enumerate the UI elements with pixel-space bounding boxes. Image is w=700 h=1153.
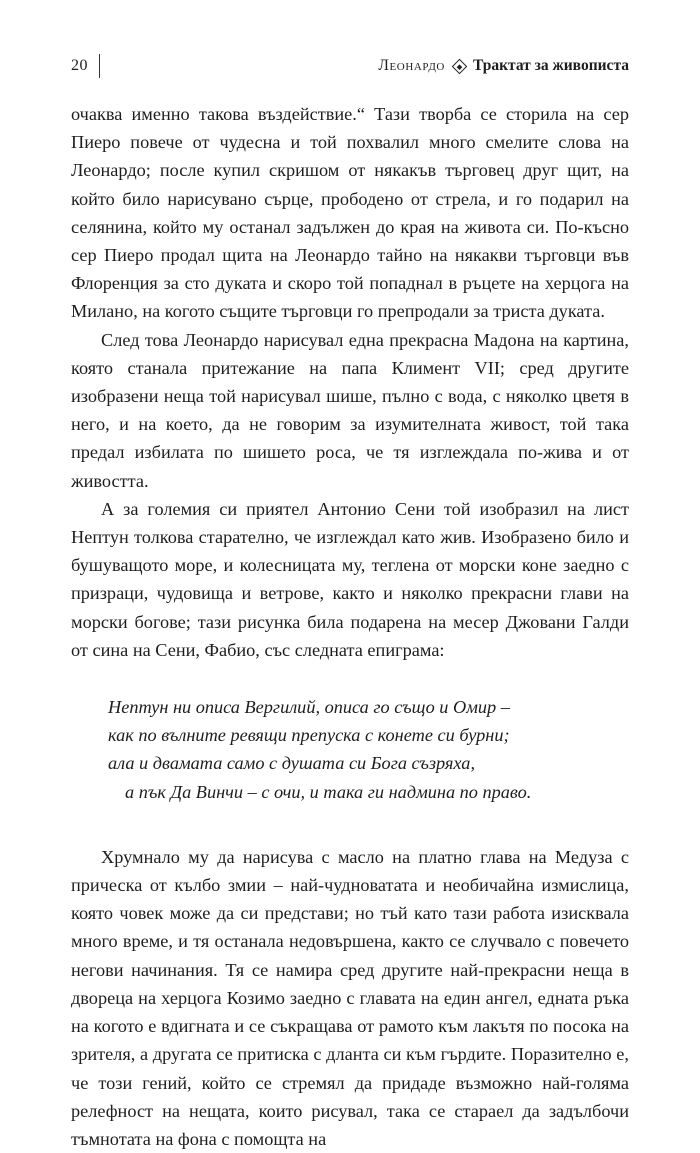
paragraph: А за големия си приятел Антонио Сени той изобразил на лист Нептун толкова старателно, че изглеждал като жив. Изобразено било и бушуващото море, и колесницата му, теглена от морски коне заедно с призраци, чудовища и ветрове, както и няколко прекрасни глави на морски богове; тази рисунка била подарена на месер Джовани Галди от сина на Сени, Фабио, със следната епиграма: xyxy=(71,498,629,660)
paragraph: След това Леонардо нарисувал една прекрасна Мадона на картина, която станала притежание на папа Климент VII; сред другите изобразени неща той нарисувал шише, пълно с вода, с няколко цветя в него, и на което, да не говорим за изумителната живост, той така предал избилата по шишето роса, че тя изглеждала по-жива и от живостта. xyxy=(71,329,629,491)
paragraph: Хрумнало му да нарисува с масло на платно глава на Медуза с прическа от кълбо змии – най-чудноватата и необичайна измислица, която човек може да си представи; но тъй като тази работа изисквала много време, и тя останала недовършена, както се случвало с повечето негови начинания. Тя се намира сред другите най-прекрасни неща в двореца на херцога Козимо заедно с главата на един ангел, едната ръка на когото е вдигната и се съкращава от рамото към лакътя по посока на зрителя, а другата се притиска с дланта си към гърдите. Поразително е, че този гений, който се стремял да придаде възможно най-голяма релефност на нещата, които рисувал, така се стараел да задълбочи тъмнотата на фона с помощта на xyxy=(71,846,629,1149)
page-number: 20 xyxy=(71,57,88,74)
epigram xyxy=(108,693,629,806)
epigram-line: ала и двамата само с душата си Бога съзряха, xyxy=(108,753,476,774)
running-head xyxy=(378,57,629,75)
epigram-line: Нептун ни описа Вергилий, описа го също и Омир – xyxy=(108,697,510,718)
paragraph: очаква именно такова въздействие.“ Тази творба се сторила на сер Пиеро повече от чудесна и той похвалил много смелите слова на Леонардо; после купил скришом от някакъв търговец друг щит, на който било нарисувано сърце, прободено от стрела, и го подарил на селянина, който му останал задължен до края на живота си. По-късно сер Пиеро продал щита на Леонардо тайно на някакви търговци във Флоренция за сто дуката и скоро той попаднал в ръцете на херцога на Милано, на когото същите търговци го препродали за триста дуката. xyxy=(71,104,629,322)
header-divider xyxy=(99,54,100,78)
epigram-line: а пък Да Винчи – с очи, и така ги надмина по право. xyxy=(125,781,532,802)
running-header xyxy=(71,54,629,80)
diamond-ornament-icon xyxy=(452,58,468,74)
running-head-title: Трактат за живописта xyxy=(472,57,629,74)
main-text xyxy=(71,100,629,1153)
running-head-author: Леонардо xyxy=(378,57,445,74)
epigram-line: как по вълните ревящи препуска с конете си бурни; xyxy=(108,725,510,746)
